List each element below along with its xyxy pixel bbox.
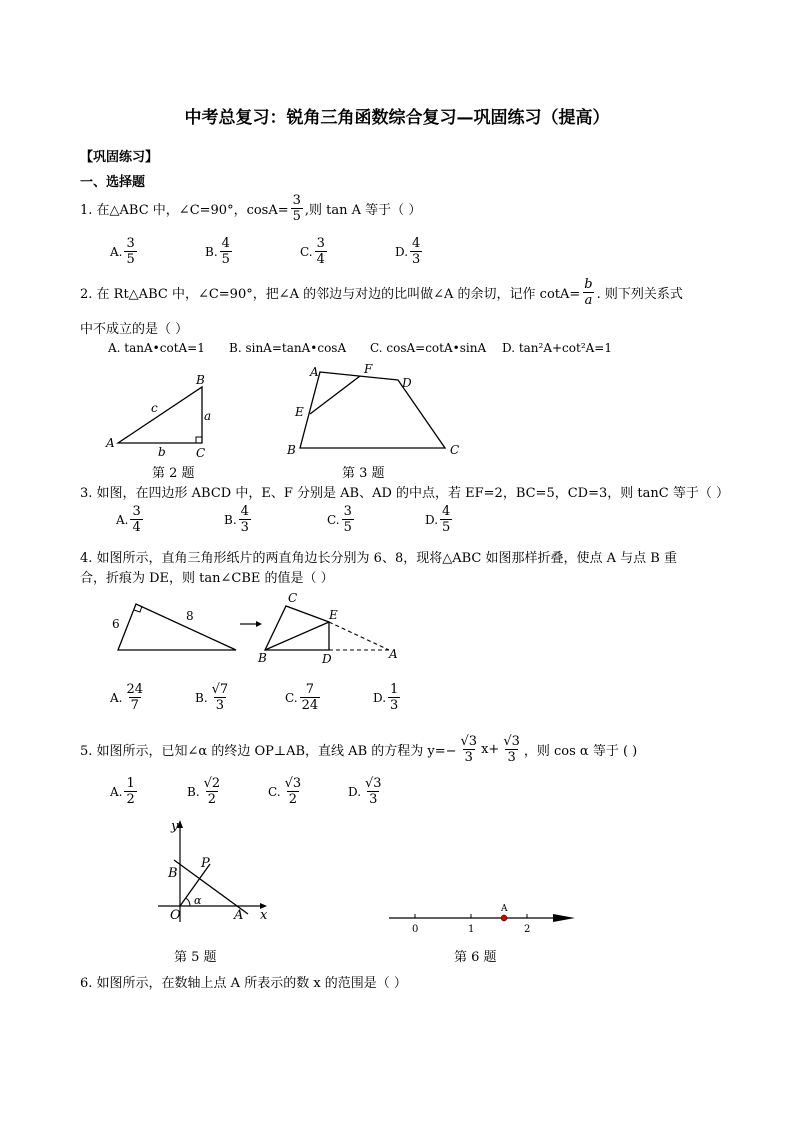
- q1-option-a: [110, 236, 205, 267]
- fraction-denominator: 5: [221, 252, 230, 267]
- fraction-numerator: √7: [211, 682, 229, 697]
- fraction-denominator: 3: [390, 698, 399, 713]
- q5-mid: x+: [481, 742, 500, 757]
- q1-stem: 1. 在△ABC 中，∠C=90°，cosA=: [80, 203, 289, 218]
- fraction-denominator: a: [584, 293, 593, 308]
- q5-options: [110, 776, 490, 807]
- fraction-numerator: √3: [460, 734, 478, 749]
- q4-options: [110, 682, 530, 713]
- tick-label-0: 0: [412, 924, 419, 935]
- label-c-vertex: C: [288, 591, 298, 605]
- fraction-denominator: 3: [464, 750, 473, 765]
- label-d-point: D: [322, 652, 332, 666]
- label-e-point: E: [329, 608, 338, 622]
- option-label: A.: [110, 244, 123, 259]
- q1-option-b: [205, 236, 300, 267]
- fraction-denominator: 24: [301, 698, 319, 713]
- segment-be: [265, 622, 329, 650]
- option-label: A.: [110, 690, 123, 705]
- question-5: [80, 734, 637, 765]
- fraction-numerator: 4: [221, 236, 230, 251]
- right-angle-mark: [196, 437, 202, 443]
- figure-5-caption: 第 5 题: [174, 950, 217, 965]
- label-side-c: c: [151, 401, 158, 415]
- tick-label-1: 1: [468, 924, 475, 935]
- option-label: A.: [116, 512, 129, 527]
- q1-option-d: [395, 236, 490, 267]
- fraction-denominator: 5: [292, 209, 301, 224]
- label-a-vertex: A: [389, 647, 398, 661]
- label-b-vertex: B: [287, 443, 296, 457]
- q4-option-a: [110, 682, 195, 713]
- label-origin: O: [170, 908, 181, 923]
- fraction-numerator: 3: [132, 504, 141, 519]
- q3-option-d: [425, 504, 520, 535]
- folded-shape: [265, 606, 329, 650]
- option-label: C.: [327, 512, 340, 527]
- fraction-denominator: 2: [288, 792, 297, 807]
- figure-3-quadrilateral: [280, 360, 470, 460]
- label-point-a: A: [501, 904, 508, 914]
- label-a-vertex: A: [310, 365, 319, 379]
- label-side-b: b: [158, 445, 166, 459]
- figure-4-folding: [100, 588, 420, 668]
- q3-options: [116, 504, 536, 535]
- q2-option-a: A. tanA•cotA=1: [108, 341, 205, 355]
- q2-option-b: B. sinA=tanA•cosA: [229, 341, 347, 355]
- q1-options: [110, 236, 530, 267]
- q2-stem: 2. 在 Rt△ABC 中，∠C=90°，把∠A 的邻边与对边的比叫做∠A 的余切，记作 cotA=: [80, 287, 581, 302]
- triangle-abc: [118, 387, 202, 443]
- label-a-point: A: [234, 908, 244, 923]
- option-label: B.: [195, 690, 208, 705]
- fraction-denominator: 5: [442, 520, 451, 535]
- fraction-denominator: 2: [126, 792, 135, 807]
- fold-line-ea: [329, 622, 389, 650]
- fraction-numerator: √2: [203, 776, 221, 791]
- angle-arc: [186, 898, 190, 906]
- figure-6-number-line: [385, 900, 585, 936]
- label-p-point: P: [201, 856, 210, 871]
- figure-3-caption: 第 3 题: [342, 466, 385, 481]
- option-label: D.: [395, 244, 409, 259]
- q3-option-b: [224, 504, 327, 535]
- label-x-axis: x: [260, 908, 268, 923]
- question-4-line2: 合，折痕为 DE，则 tan∠CBE 的值是（ ）: [80, 571, 334, 586]
- fraction-denominator: 3: [369, 792, 378, 807]
- fraction-denominator: 7: [130, 698, 139, 713]
- q5-option-b: [187, 776, 268, 807]
- fraction-numerator: 3: [316, 236, 325, 251]
- q5-stem: 5. 如图所示，已知∠α 的终边 OP⊥AB，直线 AB 的方程为 y=−: [80, 744, 457, 759]
- q4-option-d: [373, 682, 453, 713]
- fraction-denominator: 3: [412, 252, 421, 267]
- question-1: [80, 193, 421, 224]
- q5-fraction-1: [459, 734, 480, 765]
- option-label: D.: [425, 512, 439, 527]
- fraction-numerator: 4: [240, 504, 249, 519]
- option-label: D.: [348, 784, 362, 799]
- question-2: [80, 277, 683, 308]
- fraction-denominator: 4: [132, 520, 141, 535]
- q2-line2: 中不成立的是（ ）: [80, 322, 189, 337]
- label-y-axis: y: [171, 819, 179, 834]
- fraction-numerator: 3: [292, 193, 301, 208]
- option-label: C.: [285, 690, 298, 705]
- fraction-denominator: 3: [240, 520, 249, 535]
- fraction-denominator: 5: [126, 252, 135, 267]
- tick-label-2: 2: [524, 924, 531, 935]
- q4-option-c: [285, 682, 373, 713]
- fraction-numerator: b: [584, 277, 593, 292]
- q1-stem-end: ,则 tan A 等于（ ）: [304, 203, 422, 218]
- q2-option-c: C. cosA=cotA•sinA: [370, 341, 487, 355]
- option-label: D.: [373, 690, 387, 705]
- fraction-numerator: 4: [442, 504, 451, 519]
- label-a-vertex: A: [106, 436, 115, 450]
- label-f-point: F: [364, 362, 373, 376]
- fraction-numerator: 4: [412, 236, 421, 251]
- label-b-point: B: [168, 866, 178, 881]
- fraction-denominator: 2: [207, 792, 217, 807]
- question-3: 3. 如图，在四边形 ABCD 中，E、F 分别是 AB、AD 的中点，若 EF=2，BC=5，CD=3，则 tanC 等于（ ）: [80, 486, 729, 501]
- label-side-6: 6: [112, 617, 120, 631]
- part-title: 一、选择题: [80, 175, 146, 190]
- label-c-vertex: C: [450, 443, 460, 457]
- label-side-8: 8: [186, 609, 194, 623]
- option-label: B.: [187, 784, 200, 799]
- fraction-numerator: 3: [126, 236, 135, 251]
- option-label: C.: [268, 784, 281, 799]
- fraction-numerator: √3: [284, 776, 302, 791]
- question-6: 6. 如图所示，在数轴上点 A 所表示的数 x 的范围是（ ）: [80, 976, 407, 991]
- figure-2-caption: 第 2 题: [152, 466, 195, 481]
- label-c-vertex: C: [196, 446, 206, 460]
- q3-option-c: [327, 504, 425, 535]
- fraction-numerator: 24: [126, 682, 144, 697]
- fraction-denominator: 5: [343, 520, 352, 535]
- figure-5-coordinate: [150, 812, 290, 924]
- figure-6-caption: 第 6 题: [454, 950, 497, 965]
- option-label: A.: [110, 784, 123, 799]
- q5-fraction-2: [501, 734, 522, 765]
- q2-fraction: [582, 277, 594, 308]
- q5-option-c: [268, 776, 348, 807]
- label-side-a: a: [204, 409, 212, 423]
- option-label: B.: [205, 244, 218, 259]
- fraction-numerator: 1: [126, 776, 135, 791]
- number-line-arrow: [553, 914, 575, 922]
- question-4-line1: 4. 如图所示，直角三角形纸片的两直角边长分别为 6、8，现将△ABC 如图那样折叠，使点 A 与点 B 重: [80, 551, 677, 566]
- q1-option-c: [300, 236, 395, 267]
- page-title: 中考总复习：锐角三角函数综合复习—巩固练习（提高）: [184, 108, 610, 128]
- option-label: B.: [224, 512, 237, 527]
- label-e-point: E: [295, 405, 304, 419]
- q1-fraction: [291, 193, 303, 224]
- label-alpha: α: [194, 894, 202, 907]
- fraction-denominator: 3: [507, 750, 516, 765]
- label-b-vertex: B: [258, 651, 267, 665]
- q5-option-d: [348, 776, 428, 807]
- label-d-vertex: D: [402, 376, 412, 390]
- q4-option-b: [195, 682, 285, 713]
- q2-option-d: D. tan²A+cot²A=1: [502, 341, 612, 355]
- fraction-numerator: 1: [390, 682, 399, 697]
- fraction-numerator: 7: [305, 682, 314, 697]
- quadrilateral-abcd: [300, 372, 445, 448]
- fraction-denominator: 4: [316, 252, 325, 267]
- fraction-numerator: √3: [503, 734, 520, 749]
- figure-2-right-triangle: [100, 370, 220, 460]
- q2-stem-end: . 则下列关系式: [596, 287, 683, 302]
- point-a-dot: [501, 915, 507, 921]
- q5-option-a: [110, 776, 187, 807]
- section-label: 【巩固练习】: [80, 150, 159, 165]
- option-label: C.: [300, 244, 313, 259]
- arrow-head: [256, 621, 262, 627]
- fraction-numerator: 3: [343, 504, 352, 519]
- fraction-numerator: √3: [365, 776, 382, 791]
- fraction-denominator: 3: [215, 698, 225, 713]
- q5-stem-end: ，则 cos α 等于 ( ): [523, 744, 638, 759]
- label-b-vertex: B: [196, 373, 205, 387]
- q3-option-a: [116, 504, 224, 535]
